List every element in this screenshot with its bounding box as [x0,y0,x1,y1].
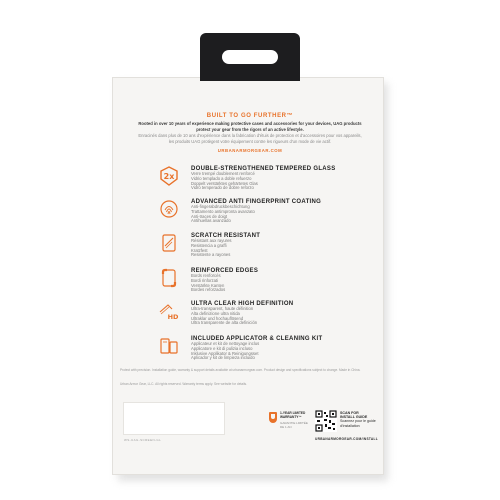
feature-title: DOUBLE-STRENGTHENED TEMPERED GLASS [191,166,336,172]
product-code: WS-UAG-SCREEN-GL [124,438,162,442]
fingerprint-icon [158,198,180,220]
feature-line: Verre trempé doublement renforcé [191,171,255,176]
warranty-title-line2: WARRANTY™ [280,414,302,419]
feature-title: REINFORCED EDGES [191,268,259,274]
website-link[interactable]: URBANARMORGEAR.COM [217,148,283,153]
feature-line: Ultra-transparent, haute définition [191,306,254,311]
warranty-sub-line1: GARANTIE LIMITÉE [280,421,308,425]
feature-line: Vidrio templado a doble refuerzo [191,175,252,181]
applicator-kit-icon [158,335,180,357]
intro-french: Enracinés dans plus de 10 ans d'expérience dans la fabrication d'étuis de protection et d'accessoires pour vos appareils, les produits UAG protègent votre équipement contre les rigueurs d'un mode de vie actif. [138,133,362,144]
badge-2x-text: 2x [163,172,175,181]
feature-title: ULTRA CLEAR HIGH DEFINITION [191,301,294,307]
feature-line: Antihuellas avanzado [191,218,231,224]
feature-line: Vidro temperado de dobre reforzo [191,185,254,191]
feature-line: Doppelt verstärktes gehärtetes Glas [191,180,258,186]
feature-line: Verstärkte Kanten [191,282,225,288]
hd-clear-icon [158,300,180,322]
feature-line: Aplicador y kit de limpieza incluido [191,355,255,361]
headline: BUILT TO GO FURTHER™ [206,113,294,119]
scan-line3: Scannez pour le guide [340,419,376,424]
feature-title: SCRATCH RESISTANT [191,233,261,239]
feature-title: INCLUDED APPLICATOR & CLEANING KIT [191,336,323,342]
feature-line: Bordes reforzados [191,287,226,293]
feature-line: Bordi rinforzati [191,277,218,283]
feature-line: Alta definizione ultra nitida [191,310,240,316]
feature-line: Resistencia a graffi [191,242,227,248]
barcode-area [123,402,225,435]
feature-line: Bords renforcés [191,273,221,278]
scan-instructions [340,411,376,428]
intro-english: Rooted in over 10 years of experience making protective cases and accessories for your devices, UAG products protect your gear from the rigors of an active lifestyle. [138,121,362,132]
feature-title: ADVANCED ANTI FINGERPRINT COATING [191,199,322,205]
warranty-title [280,412,305,420]
warranty-title-line1: 1-YEAR LIMITED [280,411,306,415]
feature-line: Résistant aux rayures [191,238,232,243]
scan-line4: d'installation [340,423,360,428]
feature-line: Anti-traces de doigt [191,213,228,219]
feature-line: Resistente a rayones [191,252,231,258]
scan-line1: SCAN FOR [340,411,359,415]
scratch-icon [158,232,180,254]
scan-line2: INSTALL GUIDE [340,415,368,420]
feature-line: Trattamento antimpronta avanzato [191,208,255,214]
feature-line: Inklusive Applikator & Reinigungsset [191,350,259,356]
feature-line: Ultra transparente de alta definición [191,320,258,326]
feature-line: Anti-fingerabdruckbeschichtung [191,204,250,209]
badge-hd-text: HD [167,313,179,321]
feature-line: Applicatore e kit di pulizia incluso [191,345,253,351]
feature-line: Applicateur et kit de nettoyage inclus [191,341,260,346]
fine-print-legal: Urban Armor Gear, LLC. All rights reserved. Warranty terms apply. See website for details. [120,382,248,386]
qr-code-icon[interactable] [315,410,337,432]
warranty-shield-icon [269,412,277,423]
hang-slot [222,50,278,64]
warranty-sub-line2: DE 1 AN [280,424,292,429]
feature-line: Ultraklar und hochauflösend [191,315,244,321]
warranty-subtitle [280,422,308,429]
fine-print: Protect with precision. Installation guide, warranty & support details available at urbanarmorgear.com. Product design and specifications subject to change. Made in China. [120,368,361,372]
2x-badge-icon [158,165,180,187]
warranty-badge [269,412,321,442]
feature-line: Kratzfest [191,247,208,253]
install-url-link[interactable]: URBANARMORGEAR.COM/INSTALL [315,437,378,441]
reinforced-edge-icon [158,267,180,289]
